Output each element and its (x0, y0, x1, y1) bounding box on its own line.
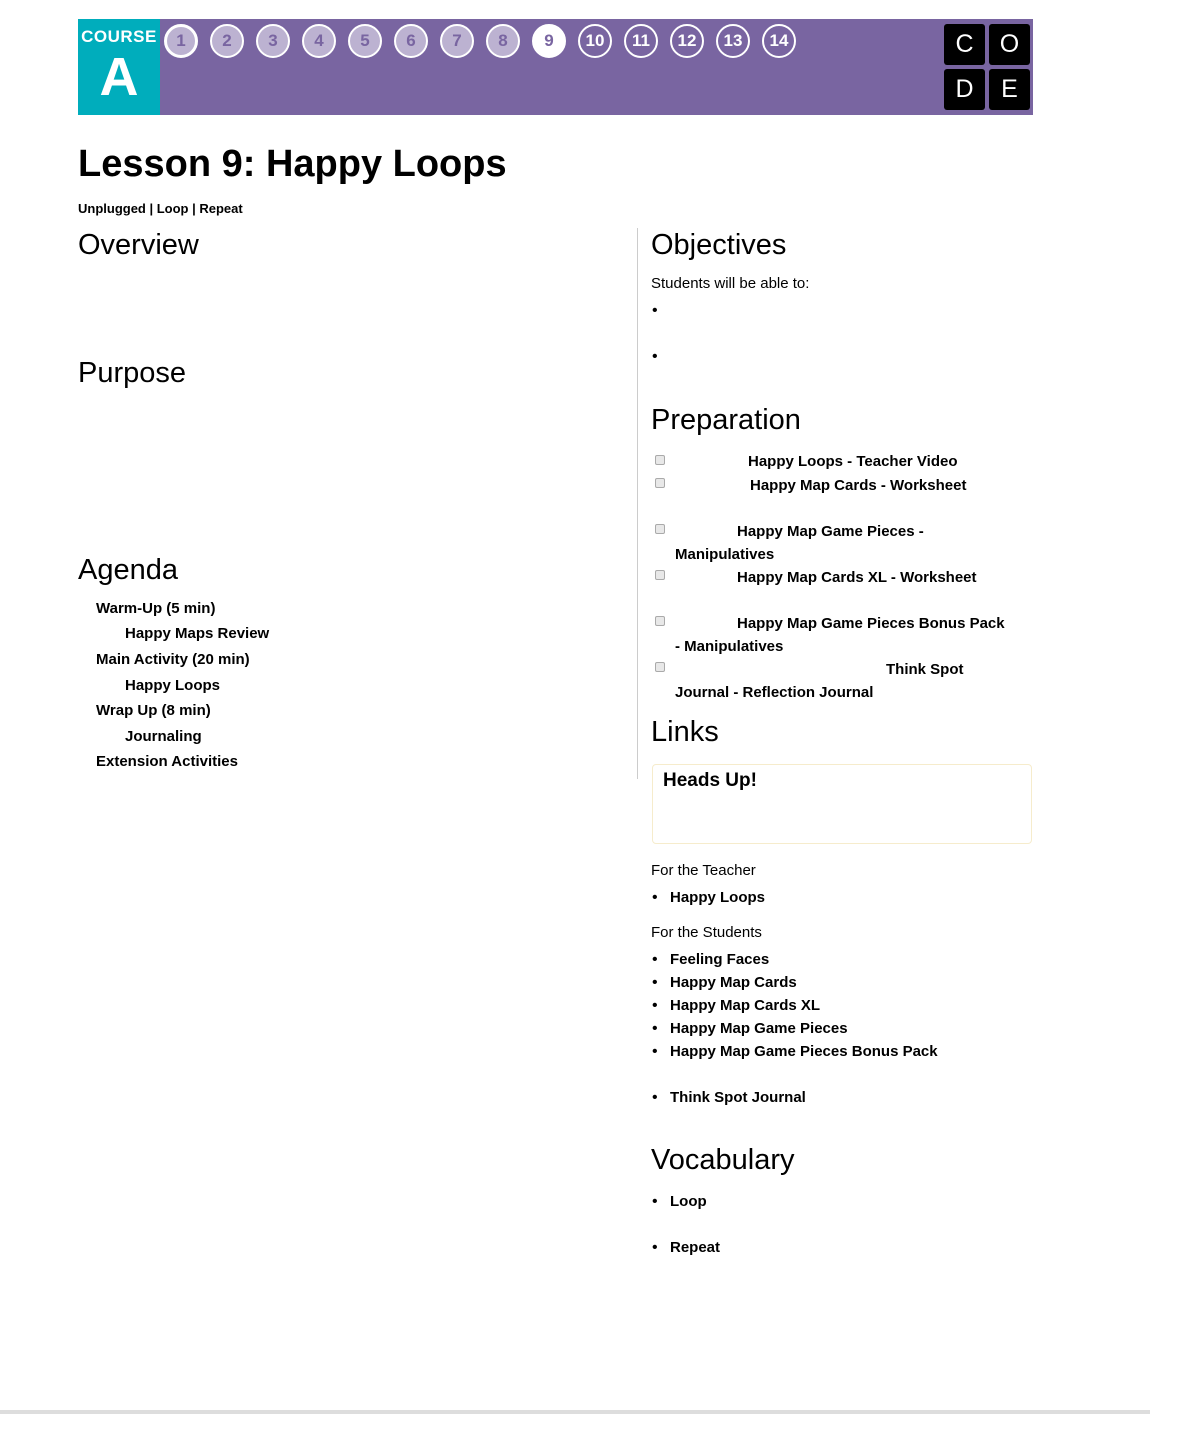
prep-checkbox[interactable] (655, 616, 665, 626)
link-bullet: • (652, 974, 658, 991)
page-title: Lesson 9: Happy Loops (78, 143, 507, 185)
lesson-bubble-3[interactable]: 3 (256, 24, 290, 58)
prep-checkbox[interactable] (655, 662, 665, 672)
vocab-term-loop: Loop (670, 1193, 707, 1210)
lesson-bubble-10[interactable]: 10 (578, 24, 612, 58)
lesson-bubble-7[interactable]: 7 (440, 24, 474, 58)
agenda-subitem-happy-loops[interactable]: Happy Loops (125, 677, 221, 694)
lesson-bubble-6[interactable]: 6 (394, 24, 428, 58)
link-bullet: • (652, 889, 658, 906)
prep-item-teacher-video[interactable]: Happy Loops - Teacher Video (748, 453, 958, 470)
prep-item-happy-map-cards[interactable]: Happy Map Cards - Worksheet (750, 477, 967, 494)
links-heading: Links (651, 716, 719, 748)
prep-checkbox[interactable] (655, 478, 665, 488)
vocabulary-heading: Vocabulary (651, 1144, 795, 1176)
prep-checkbox[interactable] (655, 570, 665, 580)
logo-letter-o: O (989, 24, 1030, 65)
student-link-bonus-pack[interactable]: Happy Map Game Pieces Bonus Pack (670, 1043, 938, 1060)
lesson-bubble-2[interactable]: 2 (210, 24, 244, 58)
prep-item-think-spot[interactable]: Think Spot (886, 661, 964, 678)
teacher-link-happy-loops[interactable]: Happy Loops (670, 889, 766, 906)
column-divider (637, 228, 638, 779)
objective-bullet: • (652, 348, 658, 365)
overview-heading: Overview (78, 229, 199, 261)
lesson-tags: Unplugged | Loop | Repeat (78, 201, 243, 216)
agenda-item-extension-activities[interactable]: Extension Activities (96, 753, 238, 770)
student-link-game-pieces[interactable]: Happy Map Game Pieces (670, 1020, 848, 1037)
lesson-bubble-1[interactable]: 1 (164, 24, 198, 58)
objective-bullet: • (652, 302, 658, 319)
lesson-bubble-4[interactable]: 4 (302, 24, 336, 58)
course-letter: A (99, 47, 139, 107)
code-logo[interactable] (944, 24, 1030, 110)
logo-letter-c: C (944, 24, 985, 65)
prep-item-bonus-pack-cont[interactable]: - Manipulatives (675, 638, 784, 655)
prep-item-happy-map-cards-xl[interactable]: Happy Map Cards XL - Worksheet (737, 569, 977, 586)
student-link-happy-map-cards[interactable]: Happy Map Cards (670, 974, 797, 991)
logo-letter-d: D (944, 69, 985, 110)
student-link-feeling-faces[interactable]: Feeling Faces (670, 951, 770, 968)
agenda-subitem-journaling[interactable]: Journaling (125, 728, 202, 745)
agenda-item-warm-up[interactable]: Warm-Up (5 min) (96, 600, 216, 617)
course-badge[interactable] (78, 19, 160, 115)
lesson-bubble-9-current[interactable]: 9 (532, 24, 566, 58)
student-link-think-spot-journal[interactable]: Think Spot Journal (670, 1089, 806, 1106)
prep-item-game-pieces-cont[interactable]: Manipulatives (675, 546, 775, 563)
agenda-item-wrap-up[interactable]: Wrap Up (8 min) (96, 702, 211, 719)
lesson-bubble-5[interactable]: 5 (348, 24, 382, 58)
prep-checkbox[interactable] (655, 455, 665, 465)
vocab-bullet: • (652, 1193, 658, 1210)
preparation-heading: Preparation (651, 404, 801, 436)
vocab-term-repeat: Repeat (670, 1239, 721, 1256)
agenda-heading: Agenda (78, 554, 178, 586)
purpose-heading: Purpose (78, 357, 187, 389)
footer-divider (0, 1410, 1150, 1414)
teacher-links-label: For the Teacher (651, 862, 756, 879)
agenda-subitem-happy-maps-review[interactable]: Happy Maps Review (125, 625, 270, 642)
lesson-bubble-12[interactable]: 12 (670, 24, 704, 58)
student-link-happy-map-cards-xl[interactable]: Happy Map Cards XL (670, 997, 821, 1014)
logo-letter-e: E (989, 69, 1030, 110)
vocab-bullet: • (652, 1239, 658, 1256)
prep-item-think-spot-cont[interactable]: Journal - Reflection Journal (675, 684, 874, 701)
lesson-bubble-14[interactable]: 14 (762, 24, 796, 58)
prep-item-game-pieces[interactable]: Happy Map Game Pieces - (737, 523, 924, 540)
course-label: COURSE (81, 27, 157, 46)
prep-checkbox[interactable] (655, 524, 665, 534)
prep-item-bonus-pack[interactable]: Happy Map Game Pieces Bonus Pack (737, 615, 1005, 632)
objectives-heading: Objectives (651, 229, 787, 261)
lesson-bubble-8[interactable]: 8 (486, 24, 520, 58)
course-header-banner (78, 19, 1033, 115)
link-bullet: • (652, 1089, 658, 1106)
lesson-bubble-11[interactable]: 11 (624, 24, 658, 58)
link-bullet: • (652, 997, 658, 1014)
lesson-bubble-13[interactable]: 13 (716, 24, 750, 58)
link-bullet: • (652, 1020, 658, 1037)
agenda-item-main-activity[interactable]: Main Activity (20 min) (96, 651, 250, 668)
heads-up-callout (652, 764, 1032, 844)
link-bullet: • (652, 1043, 658, 1060)
student-links-label: For the Students (651, 924, 762, 941)
heads-up-title: Heads Up! (663, 770, 757, 791)
link-bullet: • (652, 951, 658, 968)
objectives-intro: Students will be able to: (651, 275, 810, 292)
